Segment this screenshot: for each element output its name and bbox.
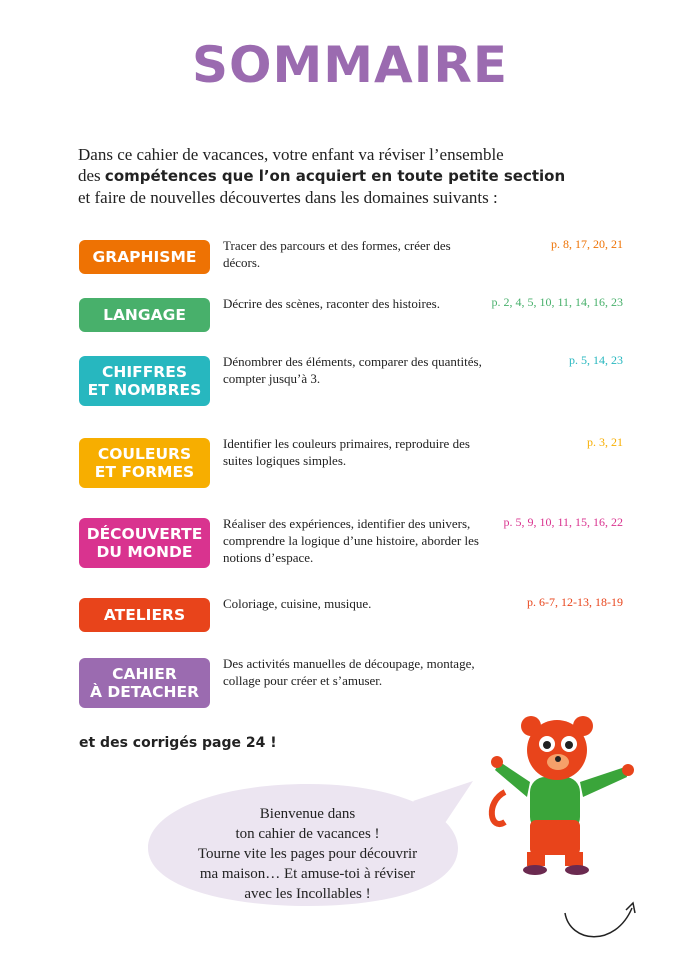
section-badge <box>79 438 210 488</box>
intro-line-2 <box>78 165 678 187</box>
section-pages: p. 5, 14, 23 <box>569 353 623 367</box>
badge-line-2: ET NOMBRES <box>87 381 202 399</box>
section-badge <box>79 658 210 708</box>
section-description: Réaliser des expériences, identifier des univers, comprendre la logique d’une histoire, aborder les notions d’espace. <box>223 516 479 565</box>
badge-line-2: ET FORMES <box>94 463 195 481</box>
section-pages: p. 3, 21 <box>587 435 623 449</box>
section-pages: p. 8, 17, 20, 21 <box>551 237 623 251</box>
badge-line-1: COULEURS <box>97 445 192 463</box>
section-badge <box>79 298 210 332</box>
section-row <box>79 295 623 332</box>
section-description: Dénombrer des éléments, comparer des quantités, compter jusqu’à 3. <box>223 354 482 386</box>
section-description: Décrire des scènes, raconter des histoires. <box>223 296 440 311</box>
badge-line-1: ATELIERS <box>103 606 186 624</box>
tiger-mascot-illustration <box>485 712 635 877</box>
badge-line-2: DU MONDE <box>96 543 193 561</box>
section-badge <box>79 356 210 406</box>
bubble-line: ton cahier de vacances ! <box>235 826 380 842</box>
section-row <box>79 353 623 406</box>
section-pages: p. 2, 4, 5, 10, 11, 14, 16, 23 <box>491 295 623 309</box>
section-row <box>79 515 623 568</box>
bubble-line: ma maison… Et amuse-toi à réviser <box>199 866 416 882</box>
badge-line-1: LANGAGE <box>103 306 186 324</box>
section-description: Identifier les couleurs primaires, reproduire des suites logiques simples. <box>223 436 470 468</box>
bubble-text <box>150 804 465 904</box>
intro-line-3: et faire de nouvelles découvertes dans les domaines suivants : <box>78 188 498 207</box>
section-badge <box>79 518 210 568</box>
section-description: Des activités manuelles de découpage, montage, collage pour créer et s’amuser. <box>223 656 475 688</box>
bubble-line: Bienvenue dans <box>259 806 356 822</box>
intro-bold: compétences que l’on acquiert en toute petite section <box>104 167 566 185</box>
bubble-line: Tourne vite les pages pour découvrir <box>197 846 418 862</box>
badge-line-1: DÉCOUVERTE <box>86 525 203 543</box>
section-row <box>79 237 623 274</box>
section-description: Coloriage, cuisine, musique. <box>223 596 372 611</box>
section-pages: p. 5, 9, 10, 11, 15, 16, 22 <box>503 515 623 529</box>
badge-line-1: CAHIER <box>112 665 177 683</box>
bubble-line: avec les Incollables ! <box>244 886 371 902</box>
section-badge <box>79 598 210 632</box>
intro-text <box>78 144 678 208</box>
section-description: Tracer des parcours et des formes, créer des décors. <box>223 238 451 270</box>
badge-line-1: GRAPHISME <box>92 248 197 266</box>
intro-line-1: Dans ce cahier de vacances, votre enfant va réviser l’ensemble <box>78 145 504 164</box>
next-page-arrow-icon[interactable] <box>560 898 640 948</box>
section-pages: p. 6-7, 12-13, 18-19 <box>527 595 623 609</box>
section-row <box>79 658 623 708</box>
page-title: SOMMAIRE <box>192 36 508 94</box>
intro-prefix: des <box>78 166 105 185</box>
badge-line-2: À DETACHER <box>89 683 200 701</box>
corriges-note: et des corrigés page 24 ! <box>79 735 277 751</box>
section-row <box>79 435 623 488</box>
section-badge <box>79 240 210 274</box>
badge-line-1: CHIFFRES <box>102 363 187 381</box>
section-row <box>79 595 623 632</box>
